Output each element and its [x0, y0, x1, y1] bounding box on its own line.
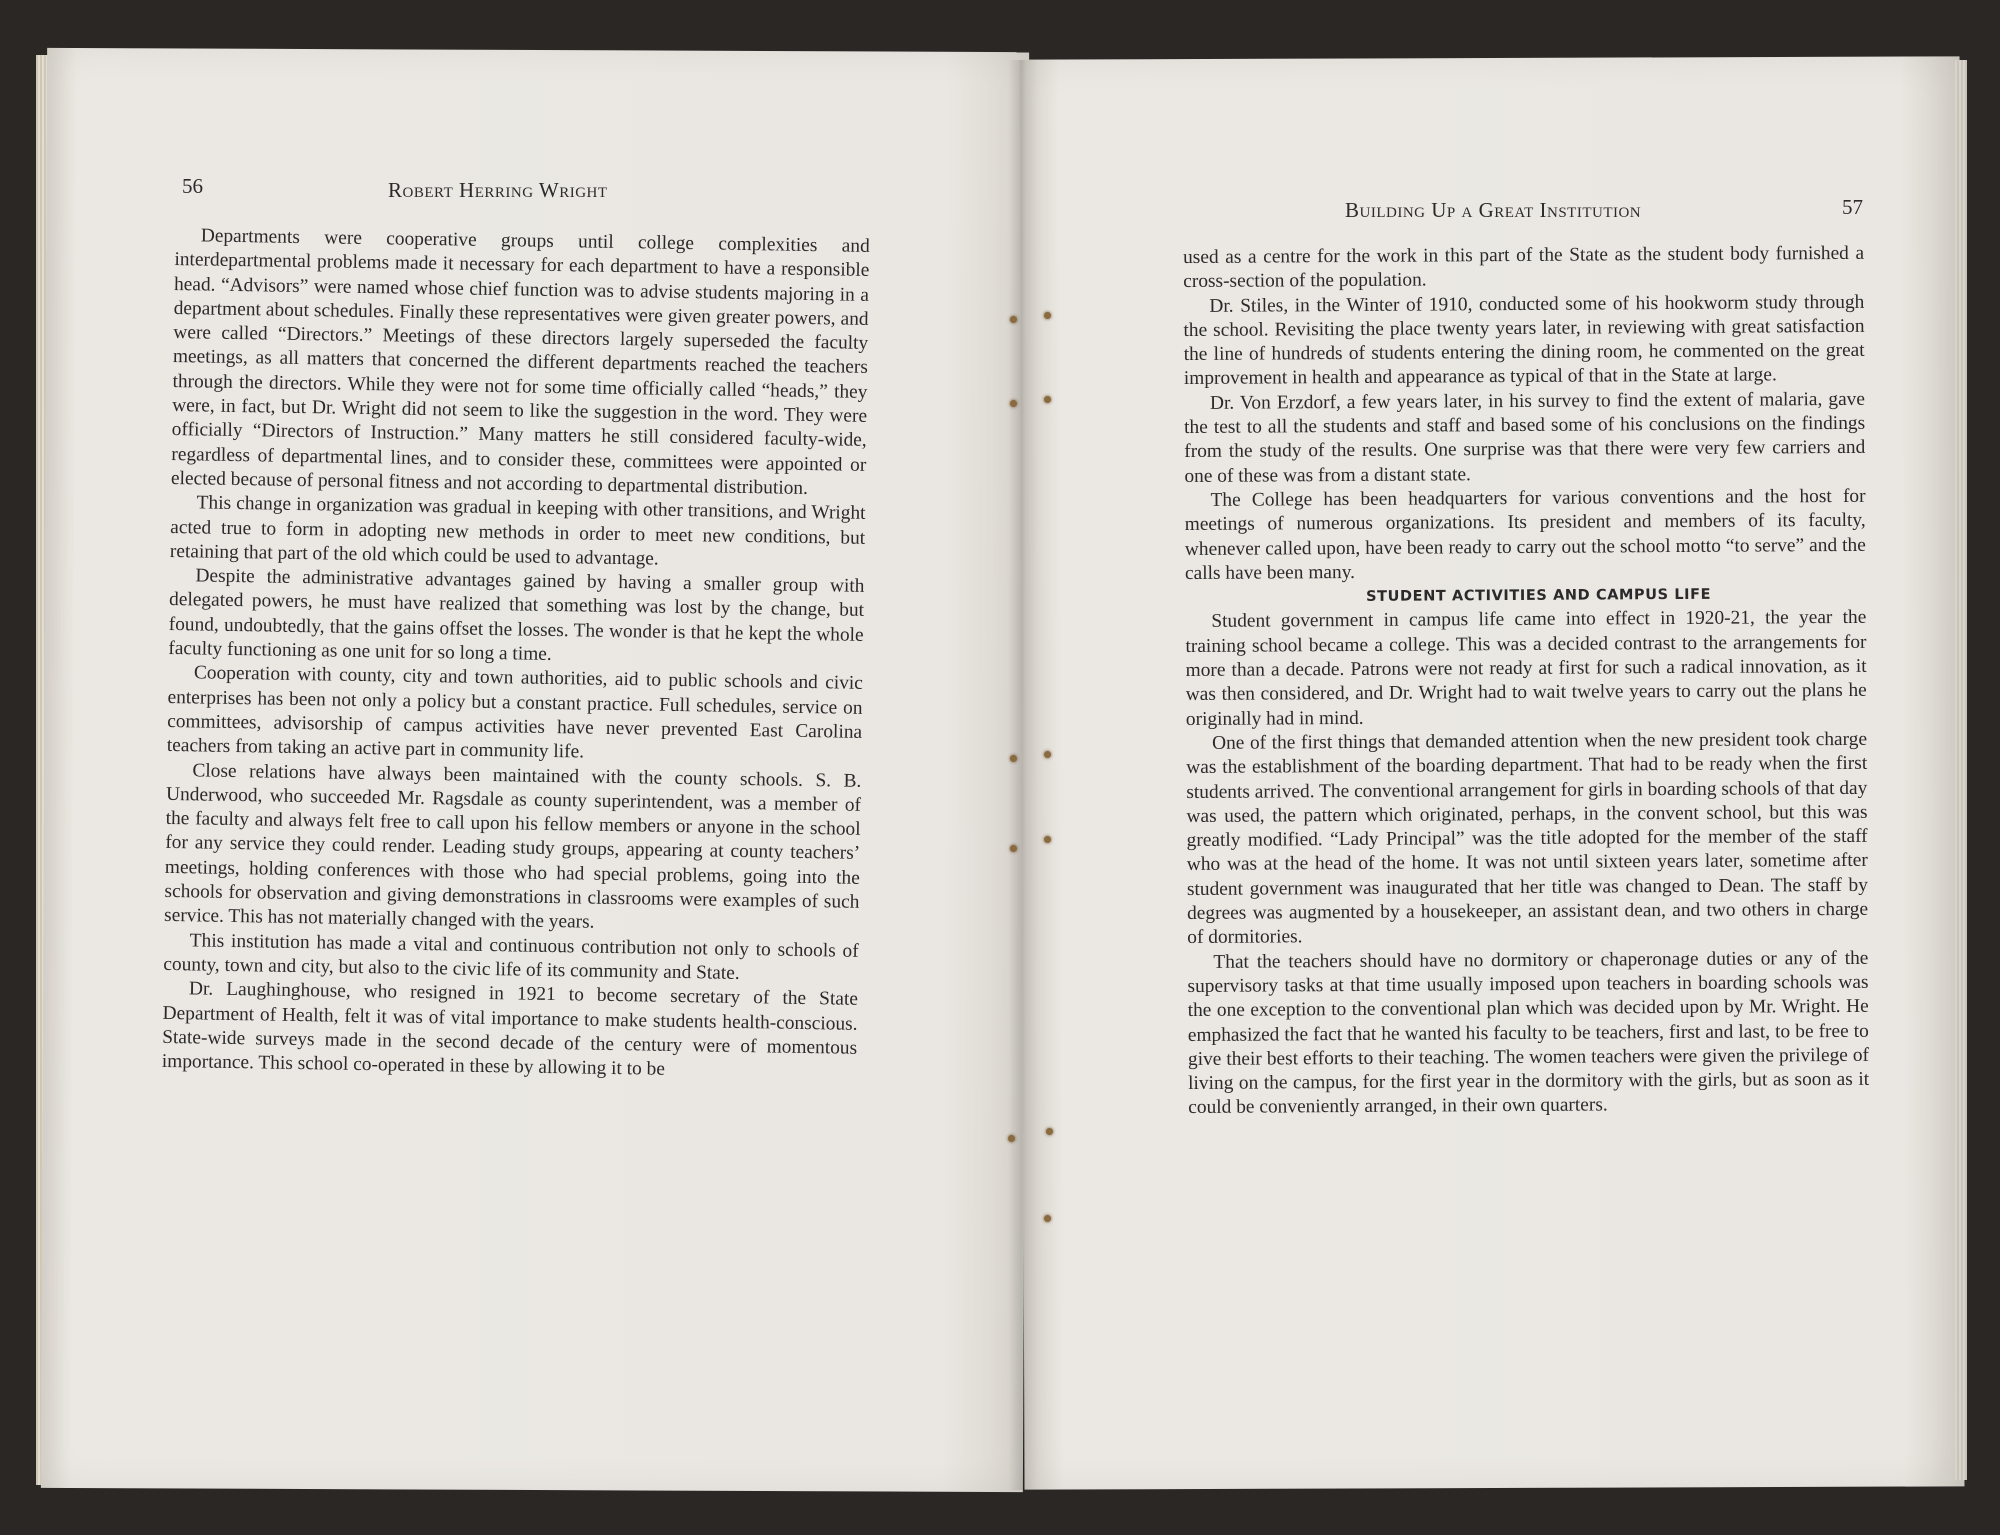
binding-stitch [1044, 312, 1051, 319]
binding-stitch [1008, 1135, 1015, 1142]
left-page-number: 56 [182, 174, 203, 198]
paragraph: Cooperation with county, city and town authorities, aid to public schools and civic enterprises has been not only a policy but a constant practice. Full schedules, service on committees, advisorship of campus activities have never prevented East Carolina teachers from taking an active part in community life. [166, 662, 864, 763]
paragraph: Departments were cooperative groups until college complexities and interdepartmental problems made it necessary for each department to have a responsible head. “Advisors” were named whose chief function was to advise students majoring in a department about schedules. Finally these representatives were given greater powers, and were called “Directors.” Meetings of these directors largely superseded the faculty meetings, as all matters that concerned the different departments reached the teachers through the directors. While they were not for some time officially called “heads,” they were, in fact, but Dr. Wright did not seem to like the suggestion in the word. They were officially “Directors of Instruction.” Many matters he still considered faculty-wide, regardless of departmental lines, and to consider these, committees were appointed or elected because of personal fitness and not according to departmental distribution. [170, 225, 870, 499]
book-gutter [1008, 60, 1038, 1490]
left-page-text [162, 224, 870, 1085]
left-running-head: Robert Herring Wright [388, 178, 608, 202]
paragraph: used as a centre for the work in this part of the State as the student body furnished a cross-section of the population. [1183, 242, 1865, 293]
binding-stitch [1010, 755, 1017, 762]
paragraph: This change in organization was gradual in keeping with other transitions, and Wright acted true to form in adopting new methods in order to meet new conditions, but retaining that part of the old which could be used to advantage. [169, 492, 866, 570]
paragraph: Dr. Stiles, in the Winter of 1910, conducted some of his hookworm study through the school. Revisiting the place twenty years later, in reviewing with great satisfaction the line of hundreds of students entering the dining room, he commented on the great improvement in health and appearance as typical of that in the State at large. [1183, 291, 1865, 390]
binding-stitch [1044, 836, 1051, 843]
section-heading: STUDENT ACTIVITIES AND CAMPUS LIFE [1366, 586, 1712, 606]
right-page-number: 57 [1842, 195, 1863, 219]
paragraph: That the teachers should have no dormitory or chaperonage duties or any of the supervisory tasks at that time usually imposed upon teachers in boarding schools was the one exception to the conventional plan which was decided upon by Mr. Wright. He emphasized the fact that he wanted his faculty to be teachers, first and last, to be free to give their best efforts to their teaching. The women teachers were given the privilege of living on the campus, for the first year in the dormitory with the girls, but as soon as it could be conveniently arranged, in their own quarters. [1187, 947, 1870, 1119]
right-page-edges [1955, 60, 1967, 1480]
paragraph: Student government in campus life came into effect in 1920-21, the year the training school became a college. This was a decided contrast to the arrangements for more than a decade. Patrons were not ready at first for such a radical innovation, as it was then considered, and Dr. Wright had to wait twelve years to carry out the plans he originally had in mind. [1185, 607, 1867, 730]
binding-stitch [1010, 400, 1017, 407]
right-page-text [1183, 242, 1869, 1121]
binding-stitch [1046, 1128, 1053, 1135]
paragraph: One of the first things that demanded attention when the new president took charge was the establishment of the boarding department. That had to be ready when the first students arrived. The conventional arrangement for girls in boarding schools of that day was used, the pattern which originated, perhaps, in the convent school, but this was greatly modified. “Lady Principal” was the title adopted for the member of the staff who was at the head of the home. It was not until sixteen years later, sometime after student government was inaugurated that her title was changed to Dean. The staff by degrees was augmented by a housekeeper, an assistant dean, and two others in charge of dormitories. [1186, 728, 1869, 949]
binding-stitch [1044, 396, 1051, 403]
binding-stitch [1044, 1215, 1051, 1222]
paragraph: This institution has made a vital and continuous contribution not only to schools of county, town and city, but also to the civic life of its community and State. [163, 929, 859, 984]
right-running-head: Building Up a Great Institution [1345, 198, 1642, 222]
paragraph: Close relations have always been maintained with the county schools. S. B. Underwood, who succeeded Mr. Ragsdale as county superintendent, was a member of the faculty and always felt free to call upon his fellow members or anyone in the school for any service they could render. Leading study groups, appearing at county teachers’ meetings, holding conferences with those who had special problems, going into the schools for observation and giving demonstrations in classrooms were examples of such service. This has not materially changed with the years. [163, 759, 862, 933]
paragraph: Despite the administrative advantages gained by having a smaller group with delegated powers, he must have realized that something was lost by the change, but found, undoubtedly, that the gains offset the losses. The wonder is that he kept the whole faculty functioning as one unit for so long a time. [168, 565, 865, 666]
paragraph: Dr. Laughinghouse, who resigned in 1921 to become secretary of the State Department of Health, felt it was of vital importance to make students health-conscious. State-wide surveys made in the second decade of the century were of momentous importance. This school co-operated in these by allowing it to be [161, 978, 859, 1080]
paragraph: Dr. Von Erzdorf, a few years later, in his survey to find the extent of malaria, gave the test to all the students and staff and based some of his conclusions on the findings from the study of the results. One surprise was that there were very few carriers and one of these was from a distant state. [1184, 388, 1866, 487]
binding-stitch [1010, 845, 1017, 852]
paragraph: The College has been headquarters for various conventions and the host for meetings of numerous organizations. Its president and members of its faculty, whenever called upon, have been ready to carry out the school motto “to serve” and the calls have been many. [1184, 485, 1866, 584]
binding-stitch [1044, 751, 1051, 758]
binding-stitch [1010, 316, 1017, 323]
